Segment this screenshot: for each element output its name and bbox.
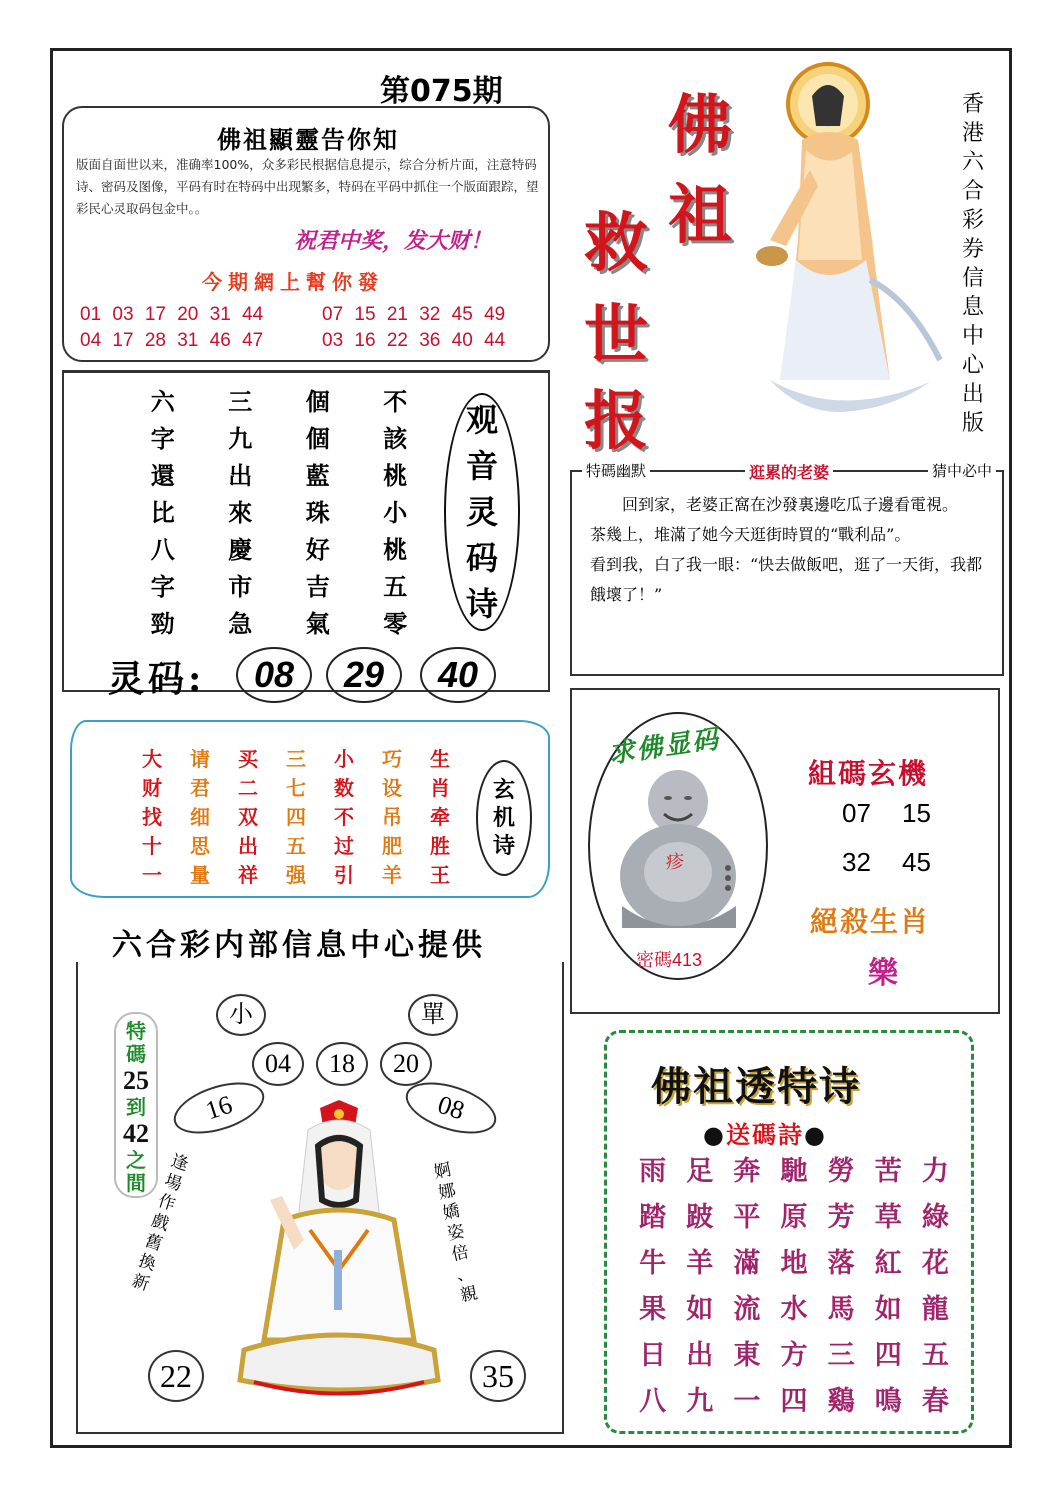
- poem-char: 桃: [383, 535, 408, 564]
- xuanji-char: 二: [238, 776, 258, 800]
- small-badge: 小: [216, 994, 266, 1036]
- label-char: 音: [465, 447, 498, 485]
- xuanji-char: 七: [286, 776, 306, 800]
- xuanji-char: 王: [430, 863, 450, 887]
- zuma-numbers: [842, 798, 962, 878]
- tetou-char: 龍: [921, 1294, 949, 1325]
- tema-char: 特: [126, 1019, 146, 1043]
- buddha-code-box: [570, 688, 1000, 1014]
- tetou-char: 春: [921, 1386, 949, 1417]
- publisher-char: 心: [961, 353, 984, 378]
- provider-line: 六合彩内部信息中心提供: [112, 928, 486, 963]
- poem-char: 勁: [150, 609, 175, 638]
- poem-char: 市: [228, 572, 253, 601]
- poem-char: 比: [150, 498, 175, 527]
- tetou-char: 花: [921, 1248, 949, 1279]
- guanyin-standing-illustration: [740, 60, 955, 425]
- tetou-char: 紅: [874, 1248, 902, 1279]
- poem-char: 九: [228, 424, 253, 453]
- publisher-char: 版: [961, 411, 984, 436]
- zuma-number: 45: [902, 847, 931, 877]
- notice-body: 版面自面世以来，准确率100%，众多彩民根据信息提示，综合分析片面，注意特码诗、密码及图像，平码有时在特码中出现繁多，特码在平码中抓住一个版面跟踪，望彩民心灵取码包金中。。: [76, 157, 539, 216]
- tetou-char: 馳: [780, 1156, 808, 1187]
- xuanji-char: 请: [190, 747, 210, 771]
- xuanji-char: 引: [334, 863, 354, 887]
- tetou-char: 出: [686, 1340, 714, 1371]
- poem-char: 藍: [305, 461, 330, 490]
- joke-header: [582, 460, 996, 483]
- xuanji-label: [476, 760, 532, 876]
- buddha-title: 求佛显码: [606, 724, 722, 770]
- tetou-char: 滿: [733, 1248, 761, 1279]
- poem-char: 作: [155, 1190, 178, 1216]
- poem-char: 來: [228, 498, 253, 527]
- tetou-char: 跛: [686, 1202, 714, 1233]
- xuanji-char: 买: [238, 747, 258, 771]
- tetou-char: 草: [874, 1202, 902, 1233]
- lingma-number: 08: [236, 647, 312, 703]
- poem-char: 不: [383, 387, 408, 416]
- tetou-char: 鷄: [827, 1386, 855, 1417]
- xuanji-char: 一: [142, 863, 162, 887]
- tetou-char: 果: [639, 1294, 667, 1325]
- poem-char: 五: [383, 572, 408, 601]
- tetou-char: 牛: [639, 1248, 667, 1279]
- xuanji-char: 四: [286, 805, 306, 829]
- tema-from: 25: [123, 1066, 149, 1095]
- poem-char: 新: [129, 1270, 152, 1296]
- number-circle-bottom-left: 22: [148, 1350, 204, 1402]
- xuanji-char: 十: [142, 834, 162, 858]
- poem-char: 字: [150, 572, 175, 601]
- zuma-title: 組碼玄機: [808, 757, 929, 790]
- xuanji-char: 肖: [430, 776, 450, 800]
- tetou-char: 鳴: [874, 1386, 902, 1417]
- title-char-shi: 世: [584, 298, 648, 373]
- tetou-subtitle: [703, 1115, 827, 1150]
- joke-paragraph: 回到家，老婆正窩在沙發裏邊吃瓜子邊看電視。: [622, 495, 959, 514]
- joke-box: [570, 462, 1004, 676]
- title-char-zu: 祖: [668, 178, 732, 253]
- issue-number: 第075期: [380, 74, 503, 109]
- publisher-char: 券: [961, 237, 984, 262]
- xuanji-char: 羊: [382, 863, 402, 887]
- poem-char: 婀: [432, 1159, 454, 1183]
- lingma-number: 40: [420, 647, 496, 703]
- jue-sha-title: 絕殺生肖: [810, 905, 931, 938]
- poem-char: 字: [150, 424, 175, 453]
- tetou-char: 馬: [827, 1294, 855, 1325]
- label-char: 观: [465, 401, 498, 439]
- tetou-char: 地: [780, 1248, 808, 1279]
- poem-char: 戲: [148, 1210, 172, 1236]
- tema-char: 到: [126, 1095, 146, 1119]
- tetou-char: 水: [780, 1294, 808, 1325]
- tetou-char: 三: [827, 1340, 855, 1371]
- joke-paragraph: 看到我，白了我一眼：“快去做飯吧，逛了一天街，我都餓壞了！”: [590, 555, 983, 604]
- tetou-poem-box: [604, 1030, 974, 1434]
- jue-sha-value: 樂: [868, 956, 898, 991]
- tema-char: 之: [126, 1148, 146, 1172]
- publisher-char: 信: [961, 266, 984, 291]
- lingma-number: 29: [326, 647, 402, 703]
- poem-char: 倍: [449, 1242, 471, 1266]
- tetou-char: 方: [780, 1340, 808, 1371]
- number-circle: 20: [380, 1042, 432, 1086]
- xuanji-char: 吊: [382, 805, 402, 829]
- number-circle: 18: [316, 1042, 368, 1086]
- joke-tag: 猜中必中: [928, 460, 996, 483]
- poem-char: 換: [136, 1250, 159, 1276]
- number-row-1a: 01 03 17 20 31 44: [80, 304, 264, 325]
- poem-char: 氣: [305, 609, 330, 638]
- publisher-char: 彩: [961, 208, 984, 233]
- xuanji-char: 数: [334, 776, 354, 800]
- xuanji-char: 君: [190, 776, 210, 800]
- poem-char: 吉: [305, 572, 330, 601]
- joke-title: 逛累的老婆: [745, 460, 833, 483]
- seated-guanyin-illustration: [224, 1100, 454, 1405]
- xuanji-char: 五: [286, 834, 306, 858]
- tetou-char: 羊: [686, 1248, 714, 1279]
- publisher-char: 香: [961, 92, 984, 117]
- publisher-char: 出: [961, 382, 984, 407]
- xuanji-char: 巧: [382, 747, 402, 771]
- tetou-char: 平: [733, 1202, 761, 1233]
- notice-title: 佛祖顯靈告你知: [217, 125, 399, 154]
- tetou-char: 流: [733, 1294, 761, 1325]
- xuanji-char: 量: [190, 863, 210, 887]
- label-char: 诗: [492, 833, 515, 859]
- number-ellipse-left: 16: [168, 1073, 271, 1144]
- xuanji-char: 强: [286, 863, 306, 887]
- xuanji-char: 不: [334, 805, 354, 829]
- tetou-char: 四: [780, 1386, 808, 1417]
- tetou-char: 雨: [639, 1156, 667, 1187]
- publisher-char: 六: [961, 150, 984, 175]
- xuanji-char: 细: [190, 805, 210, 829]
- joke-paragraph: 茶幾上，堆滿了她今天逛街時買的“戰利品”。: [590, 525, 911, 544]
- xuanji-char: 祥: [238, 863, 258, 887]
- tetou-char: 力: [921, 1156, 949, 1187]
- bullet-icon: ●: [803, 1120, 827, 1149]
- poem-char: 八: [150, 535, 175, 564]
- publisher-char: 合: [961, 179, 984, 204]
- poem-char: 該: [383, 424, 408, 453]
- joke-label: 特碼幽默: [582, 460, 650, 483]
- poem-char: 三: [228, 387, 253, 416]
- poem-char: 娜: [436, 1180, 458, 1204]
- poem-char: 還: [150, 461, 175, 490]
- lingma-label: 灵码:: [108, 658, 206, 700]
- label-char: 灵: [465, 493, 498, 531]
- poem-char: 個: [305, 424, 330, 453]
- tetou-char: 一: [733, 1386, 761, 1417]
- tema-char: 碼: [126, 1042, 146, 1066]
- publisher-char: 港: [961, 121, 984, 146]
- tetou-poem-grid: [629, 1155, 959, 1419]
- tetou-subtitle-text: 送碼詩: [725, 1120, 804, 1149]
- xuanji-char: 小: [334, 747, 354, 771]
- poem-char: 桃: [383, 461, 408, 490]
- guanyin-poem-grid: [124, 387, 434, 639]
- title-char-bao: 报: [584, 384, 648, 459]
- zuma-number: 15: [902, 798, 931, 828]
- tetou-char: 如: [874, 1294, 902, 1325]
- poem-char: 逢: [168, 1150, 191, 1176]
- tetou-char: 勞: [827, 1156, 855, 1187]
- publisher-char: 中: [961, 324, 984, 349]
- publisher-char: 息: [961, 295, 984, 320]
- tetou-char: 八: [639, 1386, 667, 1417]
- tetou-char: 五: [921, 1340, 949, 1371]
- tema-range: [114, 1012, 158, 1198]
- tetou-char: 九: [686, 1386, 714, 1417]
- tetou-char: 如: [686, 1294, 714, 1325]
- single-badge: 單: [408, 994, 458, 1036]
- tetou-char: 奔: [733, 1156, 761, 1187]
- poem-char: 嬌: [441, 1200, 462, 1225]
- xuanji-char: 设: [382, 776, 402, 800]
- notice-wish: 祝君中奖，发大财！: [294, 228, 493, 254]
- number-circle-bottom-right: 35: [470, 1350, 526, 1402]
- poem-char: 場: [161, 1170, 185, 1196]
- xuanji-char: 胜: [430, 834, 450, 858]
- tetou-char: 日: [639, 1340, 667, 1371]
- title-char-fo: 佛: [668, 88, 732, 163]
- title-char-jiu: 救: [584, 206, 648, 281]
- tema-char: 間: [126, 1171, 146, 1195]
- xuanji-poem-grid: [128, 746, 464, 889]
- label-char: 玄: [492, 777, 515, 803]
- poem-char: 零: [383, 609, 408, 638]
- publisher-vertical: [958, 90, 988, 438]
- poem-char: 六: [150, 387, 175, 416]
- tetou-char: 落: [827, 1248, 855, 1279]
- tetou-char: 東: [733, 1340, 761, 1371]
- label-char: 诗: [465, 585, 498, 623]
- xuanji-char: 三: [286, 747, 306, 771]
- tetou-char: 芳: [827, 1202, 855, 1233]
- xuanji-char: 思: [190, 834, 210, 858]
- xuanji-char: 大: [142, 747, 162, 771]
- tetou-char: 踏: [639, 1202, 667, 1233]
- poem-char: 慶: [228, 535, 253, 564]
- tema-to: 42: [123, 1119, 149, 1148]
- label-char: 机: [492, 805, 515, 831]
- notice-box: [62, 106, 550, 362]
- poem-char: 急: [228, 609, 253, 638]
- guanyin-poem-label: [444, 393, 520, 631]
- poem-char: 、: [454, 1262, 476, 1286]
- poem-char: 小: [383, 498, 408, 527]
- xuanji-char: 找: [142, 805, 162, 829]
- number-row-1b: 07 15 21 32 45 49: [322, 304, 506, 325]
- xuanji-char: 肥: [382, 834, 402, 858]
- poem-char: 珠: [305, 498, 330, 527]
- buddha-seal: 疹: [666, 852, 684, 873]
- number-row-2b: 03 16 22 36 40 44: [322, 330, 506, 351]
- poem-char: 個: [305, 387, 330, 416]
- number-circle: 04: [252, 1042, 304, 1086]
- poem-char: 好: [305, 535, 330, 564]
- mima: 密碼413: [636, 950, 703, 970]
- xuanji-char: 过: [334, 834, 354, 858]
- number-row-2a: 04 17 28 31 46 47: [80, 330, 264, 351]
- xuanji-char: 生: [430, 747, 450, 771]
- tetou-char: 綠: [921, 1202, 949, 1233]
- tetou-title: 佛祖透特诗: [651, 1063, 861, 1110]
- poem-char: 出: [228, 461, 253, 490]
- xuanji-char: 出: [238, 834, 258, 858]
- bullet-icon: ●: [703, 1120, 726, 1149]
- zuma-number: 32: [842, 847, 871, 877]
- xuanji-char: 牵: [430, 805, 450, 829]
- tetou-char: 足: [686, 1156, 714, 1187]
- label-char: 码: [465, 539, 498, 577]
- poem-char: 親: [458, 1283, 480, 1307]
- joke-body: [590, 490, 994, 610]
- zuma-number: 07: [842, 798, 871, 828]
- xuanji-char: 财: [142, 776, 162, 800]
- tetou-char: 原: [780, 1202, 808, 1233]
- laughing-buddha-illustration: [608, 756, 748, 936]
- xuanji-poem-box: [70, 720, 550, 898]
- guanyin-poem-box: [62, 370, 550, 700]
- tetou-char: 苦: [874, 1156, 902, 1187]
- notice-subtitle: 今期網上幫你發: [202, 270, 384, 294]
- xuanji-char: 双: [238, 805, 258, 829]
- poem-char: 舊: [142, 1230, 165, 1256]
- number-ellipse-right: 08: [400, 1073, 503, 1144]
- poem-char: 姿: [445, 1221, 467, 1245]
- tetou-char: 四: [874, 1340, 902, 1371]
